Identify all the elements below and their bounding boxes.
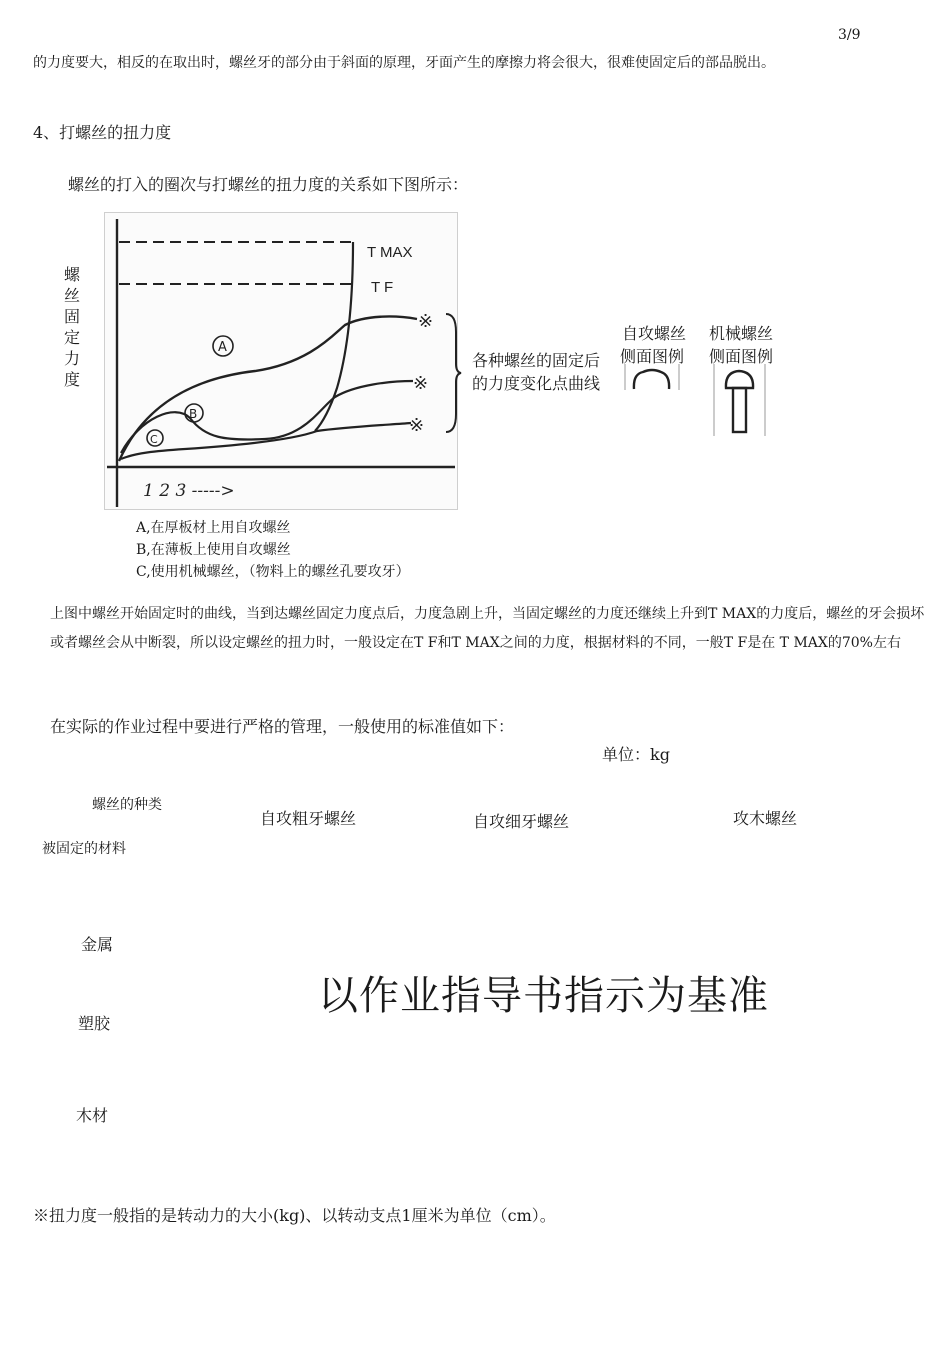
- legend-a: A,在厚板材上用自攻螺丝: [136, 520, 291, 536]
- intro-line: 的力度要大，相反的在取出时，螺丝牙的部分由于斜面的原理，牙面产生的摩擦力将会很大，很难使固定后的部品脱出。: [33, 55, 775, 71]
- column-header-fine: 自攻细牙螺丝: [473, 812, 570, 831]
- tmax-label: T MAX: [367, 244, 413, 261]
- curve-bracket: [444, 312, 462, 434]
- curve-a-label: A: [218, 340, 227, 355]
- table-corner-bottom: 被固定的材料: [42, 841, 126, 857]
- table-corner-top: 螺丝的种类: [92, 797, 162, 813]
- torque-curve-diagram: [105, 213, 457, 509]
- table-body-text: 以作业指导书指示为基准: [318, 973, 769, 1019]
- star-marker-c: ※: [409, 415, 425, 436]
- section-title: 4、打螺丝的扭力度: [33, 123, 172, 142]
- star-marker-a: ※: [418, 311, 434, 332]
- machine-caption-line2: 侧面图例: [709, 347, 774, 366]
- torque-rise-line: [315, 242, 353, 431]
- unit-label: 单位：kg: [602, 745, 670, 764]
- column-header-wood-screw: 攻木螺丝: [733, 809, 798, 828]
- torque-figure: [104, 212, 458, 510]
- tf-label: T F: [371, 279, 394, 296]
- legend-b: B,在薄板上使用自攻螺丝: [136, 542, 291, 558]
- y-axis-label: 螺丝固定力度: [63, 265, 80, 389]
- curve-c: [121, 423, 411, 459]
- footnote: ※扭力度一般指的是转动力的大小(kg)、以转动支点1厘米为单位（cm）。: [33, 1206, 556, 1225]
- column-header-coarse: 自攻粗牙螺丝: [260, 809, 357, 828]
- self-tap-caption-line2: 侧面图例: [620, 347, 685, 366]
- row-label-metal: 金属: [81, 935, 114, 954]
- curve-b-label: B: [189, 407, 198, 421]
- row-label-wood: 木材: [76, 1106, 109, 1125]
- self-tap-caption-line1: 自攻螺丝: [622, 324, 687, 343]
- page-number: 3/9: [838, 27, 861, 43]
- x-tick-labels: 1 2 3 ----->: [143, 481, 235, 501]
- section-intro: 螺丝的打入的圈次与打螺丝的扭力度的关系如下图所示：: [68, 175, 469, 194]
- row-label-plastic: 塑胶: [78, 1014, 111, 1033]
- explanation-paragraph: 上图中螺丝开始固定时的曲线，当到达螺丝固定力度点后，力度急剧上升，当固定螺丝的力度还继续上升到T MAX的力度后，螺丝的牙会损坏或者螺丝会从中断裂，所以设定螺丝的扭力时，一般设定在T F和T MAX之间的力度，根据材料的不同，一般T F是在 T MAX的70%左右: [50, 606, 925, 651]
- star-marker-b: ※: [413, 373, 429, 394]
- legend-c: C,使用机械螺丝，（物料上的螺丝孔要攻牙）: [136, 564, 410, 580]
- self-tap-screw-icon: [623, 364, 683, 390]
- machine-screw-icon: [712, 364, 768, 436]
- curve-c-label: C: [150, 433, 158, 446]
- management-line: 在实际的作业过程中要进行严格的管理，一般使用的标准值如下：: [50, 717, 515, 736]
- bracket-caption-line1: 各种螺丝的固定后: [472, 351, 601, 370]
- bracket-caption-line2: 的力度变化点曲线: [472, 374, 601, 393]
- machine-caption-line1: 机械螺丝: [709, 324, 774, 343]
